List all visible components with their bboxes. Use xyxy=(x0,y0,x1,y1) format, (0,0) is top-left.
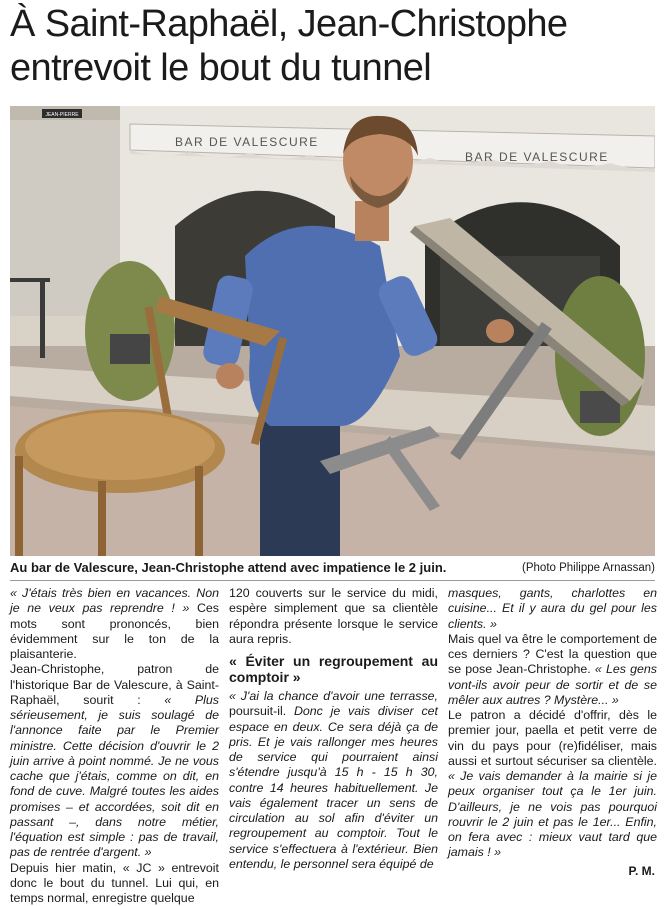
awning-text-left: BAR DE VALESCURE xyxy=(175,135,319,149)
photo-credit: (Photo Philippe Arnassan) xyxy=(522,558,655,578)
headline-line-2: entrevoit le bout du tunnel xyxy=(10,46,660,90)
quote: « Plus sérieusement, je suis soulagé de l'annonce faite par le Premier ministre. Cette décision d'ouvrir le 2 juin arrive à point nommé. Je ne vous cache que j'étais, comme on dit, en fond de cuve. Malgré toutes les aides promises – et accordées, soit dit en passant –, dans notre métier, l'équation est simple : pas de travail, pas de rentrée d'argent. » xyxy=(10,693,219,860)
headline xyxy=(10,2,660,90)
paragraph xyxy=(448,708,657,861)
text: Ces mots sont prononcés, bien évidemment sur le ton de la plaisanterie. xyxy=(10,601,219,661)
text: Jean-Christophe, patron de l'historique Bar de Valescure, à Saint-Raphaël, sourit : xyxy=(10,662,219,707)
paragraph xyxy=(448,632,657,708)
quote: « J'ai la chance d'avoir une terrasse, xyxy=(229,689,438,703)
photo-illustration xyxy=(10,106,655,556)
divider xyxy=(10,580,655,581)
photo-caption xyxy=(10,558,655,578)
text: Mais quel va être le comportement de ces derniers ? C'est la question que se pose Jean-Christophe. xyxy=(448,632,657,677)
paragraph xyxy=(229,689,438,872)
text: poursuit-il. xyxy=(229,704,294,718)
paragraph xyxy=(448,586,657,632)
article-photo xyxy=(10,106,655,556)
paragraph xyxy=(10,861,219,906)
article-column-3 xyxy=(448,586,657,861)
text: Depuis hier matin, « JC » entrevoit donc le bout du tunnel. Lui qui, en temps normal, enregistre quelque xyxy=(10,861,219,906)
street-sign-text: JEAN-PIERRE xyxy=(45,112,79,118)
paragraph: 120 couverts sur le service du midi, espère simplement que sa clientèle répondra présente lorsque le service aura repris. xyxy=(229,586,438,647)
article-column-1 xyxy=(10,586,219,906)
quote: « J'étais très bien en vacances. Non je ne veux pas reprendre ! » xyxy=(10,586,219,615)
quote: Donc je vais diviser cet espace en deux. Ce sera déjà ça de pris. Et je vais rallonger mes heures de service qui pourraient ainsi s'étendre jusqu'à 15 h - 15 h 30, contre 14 heures habituellement. Je vais également tracer un sens de circulation au sol afin d'éviter un regroupement au comptoir. Tout le service s'effectuera à l'extérieur. Bien entendu, le personnel sera équipé de xyxy=(229,704,438,871)
quote: masques, gants, charlottes en cuisine... Et il y aura du gel pour les clients. » xyxy=(448,586,657,631)
subheading: « Éviter un regroupement au comptoir » xyxy=(229,653,438,685)
text: Le patron a décidé d'offrir, dès le premier jour, paella et petit verre de vin du pays pour (re)fidéliser, mais aussi et surtout sécuriser sa clientèle. xyxy=(448,708,657,768)
headline-line-1: À Saint-Raphaël, Jean-Christophe xyxy=(10,2,660,46)
paragraph xyxy=(10,586,219,662)
paragraph xyxy=(10,662,219,860)
article-column-2 xyxy=(229,586,438,872)
caption-text: Au bar de Valescure, Jean-Christophe attend avec impatience le 2 juin. xyxy=(10,560,446,575)
awning-text-right: BAR DE VALESCURE xyxy=(465,150,609,164)
quote: « Les gens vont-ils avoir peur de sortir et de se mêler aux autres ? Mystère... » xyxy=(448,662,657,707)
author-signature: P. M. xyxy=(629,864,655,878)
quote: « Je vais demander à la mairie si je peux organiser tout ça le 1er juin. D'ailleurs, je ne vois pas pourquoi rouvrir le 2 juin et pas le 1er... Enfin, on fera avec : mieux vaut tard que jamais ! » xyxy=(448,769,657,859)
